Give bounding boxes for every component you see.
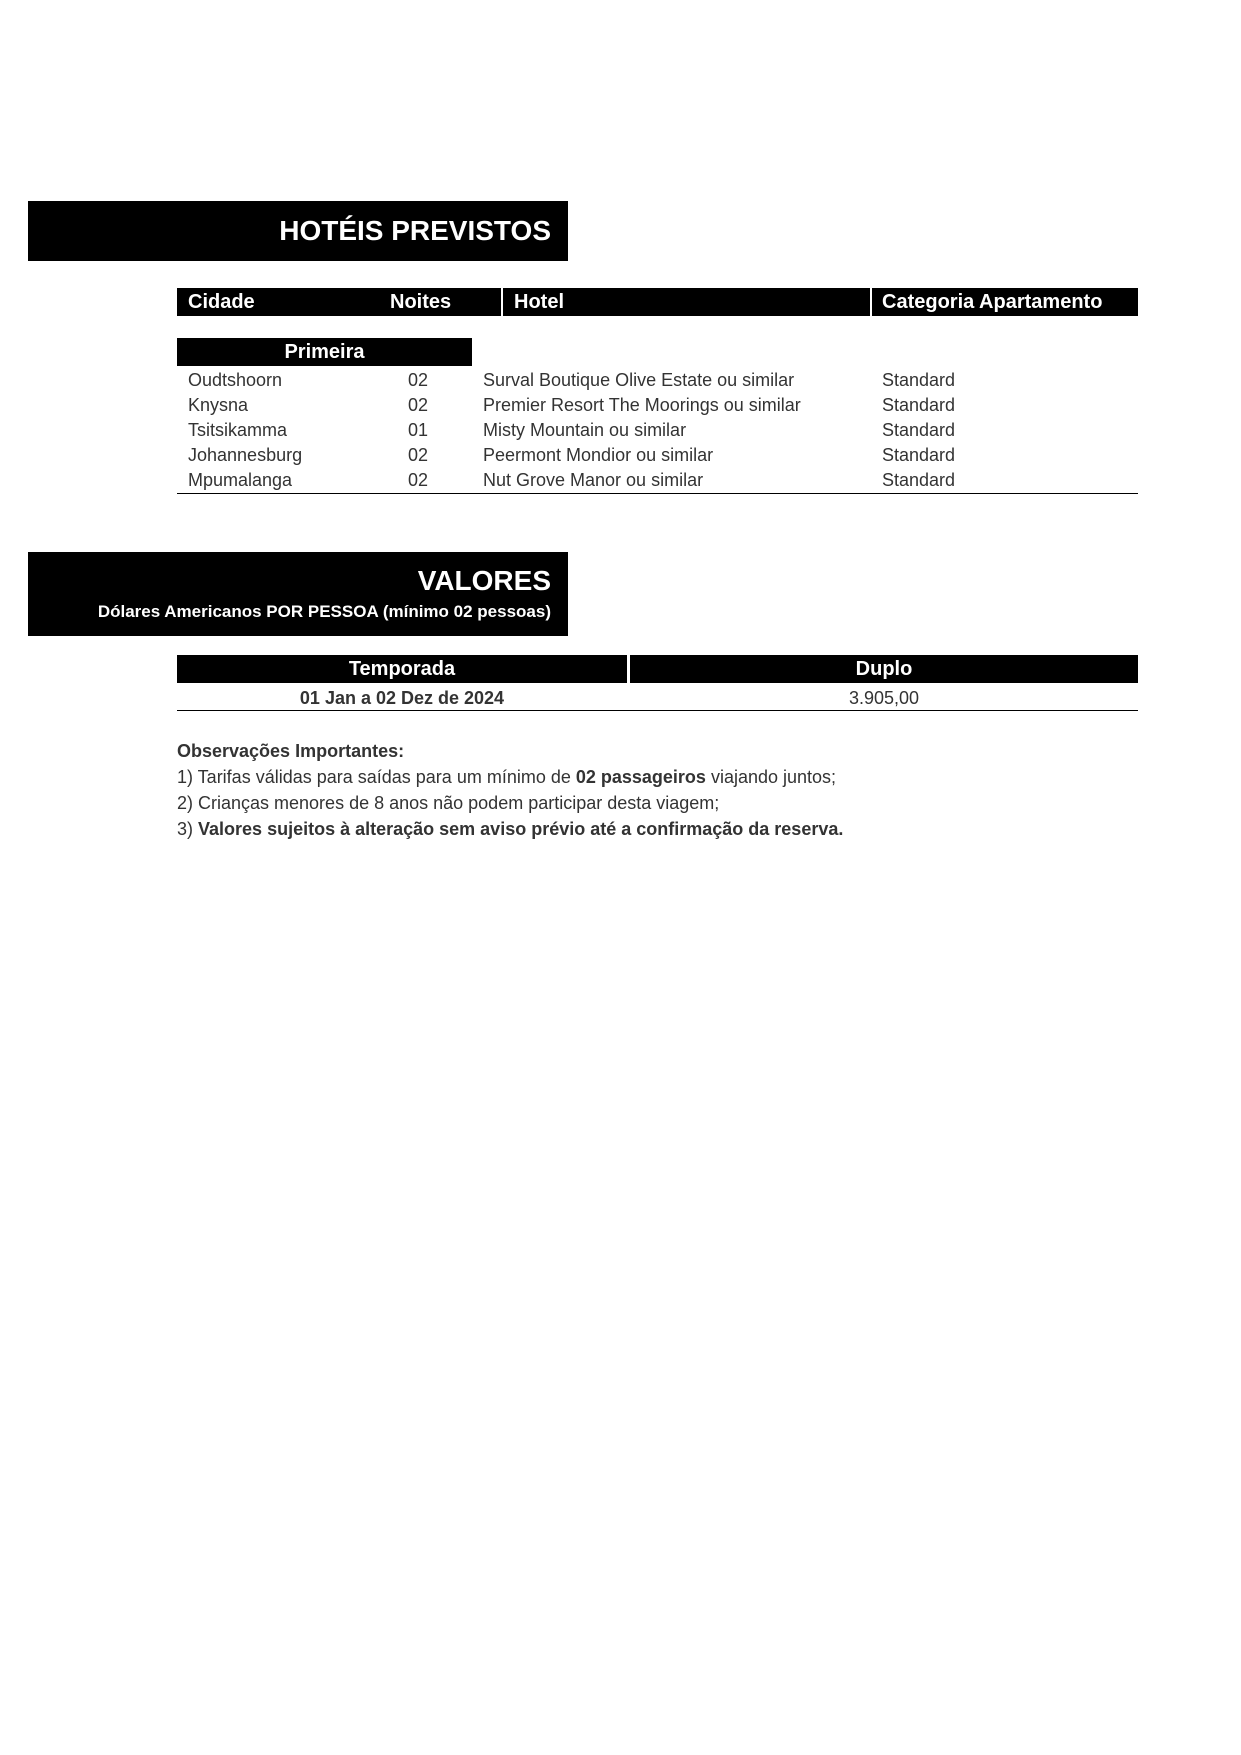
- row-category: Standard: [882, 370, 956, 390]
- row-city: Mpumalanga: [188, 470, 293, 490]
- row-category: Standard: [882, 470, 956, 490]
- column-header-category: Categoria Apartamento: [882, 291, 1103, 313]
- values-section-banner: [28, 552, 568, 636]
- note-line-3: [177, 816, 843, 842]
- column-header-city: Cidade: [188, 291, 255, 313]
- hotels-section-banner: [28, 201, 568, 261]
- values-table-bottom-border: [177, 710, 1138, 711]
- row-double-price: 3.905,00: [848, 688, 920, 708]
- hotels-section-title: HOTÉIS PREVISTOS: [279, 215, 551, 246]
- column-header-nights: Noites: [390, 291, 452, 313]
- values-section-subtitle: Dólares Americanos POR PESSOA (mínimo 02 pessoas): [97, 602, 551, 621]
- note-line-2: 2) Crianças menores de 8 anos não podem participar desta viagem;: [177, 793, 720, 813]
- row-nights: 02: [408, 395, 429, 415]
- row-city: Oudtshoorn: [188, 370, 283, 390]
- important-notes: [177, 738, 843, 842]
- row-city: Johannesburg: [188, 445, 303, 465]
- note-1-suffix: viajando juntos;: [705, 767, 837, 787]
- row-hotel: Misty Mountain ou similar: [483, 420, 687, 440]
- note-line-1: [177, 764, 843, 790]
- row-category: Standard: [882, 420, 956, 440]
- row-city: Knysna: [188, 395, 249, 415]
- row-hotel: Nut Grove Manor ou similar: [483, 470, 704, 490]
- notes-heading: Observações Importantes:: [177, 741, 405, 761]
- row-nights: 02: [408, 470, 429, 490]
- row-nights: 02: [408, 445, 429, 465]
- row-nights: 01: [408, 420, 429, 440]
- row-category: Standard: [882, 445, 956, 465]
- row-hotel: Peermont Mondior ou similar: [483, 445, 714, 465]
- note-1-text: 1) Tarifas válidas para saídas para um mínimo de: [177, 767, 576, 787]
- row-hotel: Surval Boutique Olive Estate ou similar: [483, 370, 795, 390]
- row-category: Standard: [882, 395, 956, 415]
- note-3-bold: Valores sujeitos à alteração sem aviso prévio até a confirmação da reserva.: [198, 819, 844, 839]
- category-label: Primeira: [177, 338, 472, 366]
- note-1-bold: 02 passageiros: [575, 767, 706, 787]
- column-header-season: Temporada: [177, 655, 627, 683]
- row-season: 01 Jan a 02 Dez de 2024: [299, 688, 505, 708]
- column-header-hotel: Hotel: [514, 291, 564, 313]
- row-city: Tsitsikamma: [188, 420, 288, 440]
- row-hotel: Premier Resort The Moorings ou similar: [483, 395, 801, 415]
- note-3-prefix: 3): [177, 819, 199, 839]
- column-header-double: Duplo: [630, 655, 1138, 683]
- values-section-title: VALORES: [417, 565, 551, 596]
- hotels-table-bottom-border: [177, 493, 1138, 494]
- row-nights: 02: [408, 370, 429, 390]
